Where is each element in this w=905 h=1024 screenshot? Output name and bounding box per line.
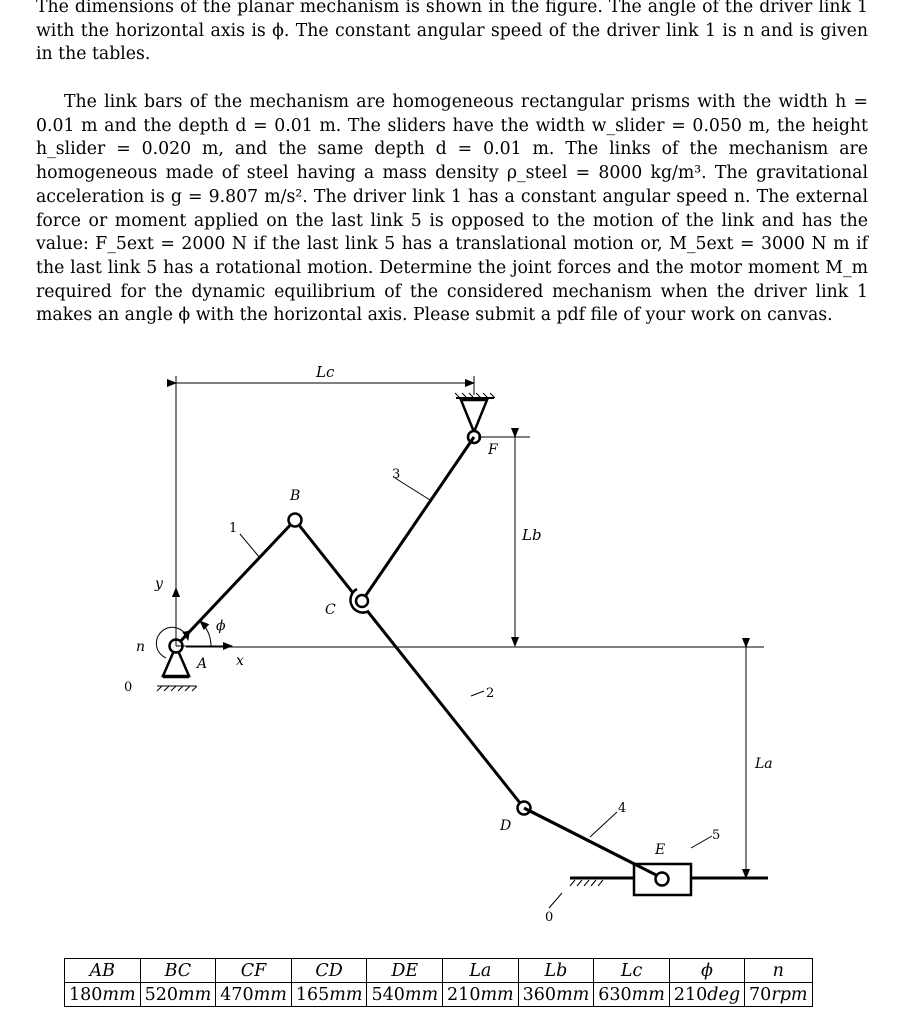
dimension-lb (478, 437, 542, 646)
label-y-axis: y (155, 576, 163, 592)
label-link-1: 1 (229, 521, 238, 536)
label-link-4: 4 (618, 801, 627, 816)
table-header: CF (216, 959, 292, 983)
label-ground-zero: 0 (545, 910, 554, 925)
table-header: DE (367, 959, 443, 983)
label-e: E (655, 842, 666, 858)
label-f: F (488, 442, 498, 458)
label-x-axis: x (236, 653, 244, 669)
table-header: AB (65, 959, 141, 983)
label-a: A (197, 656, 208, 672)
table-header: Lc (594, 959, 670, 983)
table-cell: 360mm (518, 983, 594, 1007)
label-link-3: 3 (392, 467, 401, 482)
label-link-2: 2 (486, 686, 495, 701)
label-n: n (136, 639, 146, 655)
problem-statement-paragraph: The link bars of the mechanism are homogeneous rectangular prisms with the width h = 0.01 m and the depth d = 0.01 m. The sliders have the width w_slider = 0.050 m, the height h_slider = 0.020 m, and the same depth d = 0.01 m. The links of the mechanism are homogeneous made of steel having a mass density ρ_steel = 8000 kg/m³. The gravitational acceleration is g = 9.807 m/s². The driver link 1 has a constant angular speed n. The external force or moment applied on the last link 5 is opposed to the motion of the link and has the value: F_5ext = 2000 N if the last link 5 has a translational motion or, M_5ext = 3000 N m if the last link 5 has a rotational motion. Determine the joint forces and the motor moment M_m required for the dynamic equilibrium of the considered mechanism when the driver link 1 makes an angle ϕ with the horizontal axis. Please submit a pdf file of your work on canvas. (36, 92, 868, 326)
table-cell: 540mm (367, 983, 443, 1007)
table-cell: 520mm (140, 983, 216, 1007)
dimension-la (746, 647, 773, 878)
label-phi: ϕ (216, 618, 226, 634)
table-cell: 70rpm (745, 983, 812, 1007)
table-cell: 180mm (65, 983, 141, 1007)
angle-phi-arc (200, 621, 211, 646)
joint-b (289, 514, 302, 527)
slider-e (524, 808, 768, 895)
label-link-5: 5 (712, 828, 721, 843)
intro-paragraph: The dimensions of the planar mechanism is shown in the figure. The angle of the driver link 1 with the horizontal axis is ϕ. The constant angular speed of the driver link 1 is n and is given in the tables. (36, 0, 868, 65)
label-d: D (500, 818, 512, 834)
label-c: C (325, 602, 336, 618)
table-header: La (443, 959, 519, 983)
table-header: BC (140, 959, 216, 983)
dimensions-table (64, 958, 813, 1007)
label-lc: Lc (316, 363, 335, 381)
link-3 (362, 437, 474, 601)
table-cell: 165mm (291, 983, 367, 1007)
support-f (455, 393, 495, 443)
table-cell: 210deg (669, 983, 744, 1007)
label-lb: Lb (522, 526, 542, 544)
table-cell: 470mm (216, 983, 292, 1007)
table-header-row (65, 959, 813, 983)
label-b: B (290, 488, 301, 504)
table-header: CD (291, 959, 367, 983)
table-header: ϕ (669, 959, 744, 983)
link-2 (295, 520, 524, 808)
table-cell: 210mm (443, 983, 519, 1007)
label-la: La (755, 756, 773, 772)
link-1 (176, 520, 295, 646)
mechanism-figure (0, 340, 905, 950)
table-cell: 630mm (594, 983, 670, 1007)
table-header: Lb (518, 959, 594, 983)
label-origin: 0 (124, 680, 133, 695)
table-header: n (745, 959, 812, 983)
table-row (65, 983, 813, 1007)
